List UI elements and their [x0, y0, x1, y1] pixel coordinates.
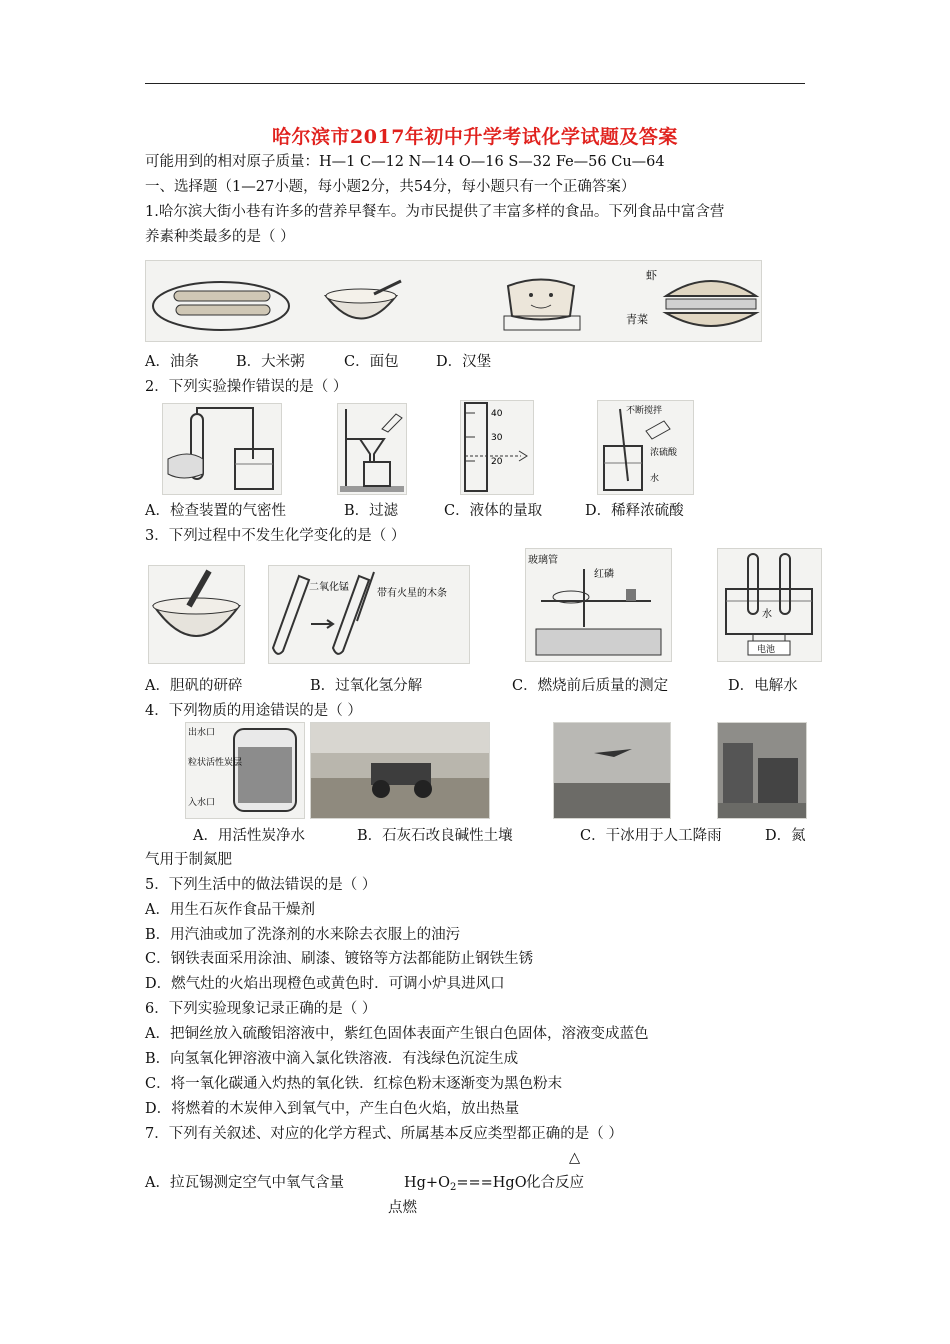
q2-label-acid: 浓硫酸: [650, 448, 678, 458]
q3-electrolysis-drawing: [718, 549, 821, 661]
q7-option-a-desc: A．拉瓦锡测定空气中氧气含量: [145, 1175, 344, 1191]
q2-option-a: A．检查装置的气密性: [145, 503, 286, 519]
q4-option-d-continued: 气用于制氮肥: [145, 852, 232, 868]
q3-fig-d: [717, 548, 822, 662]
q7-heat-symbol: △: [569, 1150, 581, 1166]
q1-option-b: B．大米粥: [236, 354, 305, 370]
q1-food-drawing: [146, 261, 761, 341]
q5-option-a: A．用生石灰作食品干燥剂: [145, 902, 315, 918]
q2-option-b: B．过滤: [344, 503, 399, 519]
q4-fig-b: [310, 722, 490, 819]
q6-option-c: C．将一氧化碳通入灼热的氧化铁．红棕色粉末逐渐变为黑色粉末: [145, 1076, 563, 1092]
q4-plane-photo: [554, 723, 670, 818]
q3-option-d: D．电解水: [728, 678, 798, 694]
q2-tick-30: 30: [491, 433, 503, 443]
q2-label-water: 水: [650, 474, 660, 484]
q7-eq-pre: Hg+O: [404, 1175, 450, 1191]
q2-dilution-drawing: [598, 401, 693, 494]
q1-label-shrimp: 虾: [646, 269, 657, 282]
q3-option-a: A．胆矾的研碎: [145, 678, 243, 694]
q6-option-b: B．向氢氧化钾溶液中滴入氯化铁溶液．有浅绿色沉淀生成: [145, 1051, 519, 1067]
q5-option-d: D．燃气灶的火焰出现橙色或黄色时．可调小炉具进风口: [145, 976, 505, 992]
q2-filtration-drawing: [338, 404, 406, 494]
q3-label-phosphorus: 红磷: [594, 569, 614, 580]
q1-option-c: C．面包: [344, 354, 399, 370]
q5-option-c: C．钢铁表面采用涂油、刷漆、镀铬等方法都能防止钢铁生锈: [145, 951, 534, 967]
q2-fig-c: [460, 400, 534, 495]
q5-option-b: B．用汽油或加了洗涤剂的水来除去衣服上的油污: [145, 927, 461, 943]
q7-ignite-label: 点燃: [388, 1200, 417, 1216]
q6-stem: 6．下列实验现象记录正确的是（ ）: [145, 1001, 377, 1017]
q3-balance-drawing: [526, 549, 671, 661]
q3-fig-c: [525, 548, 672, 662]
q3-label-tube: 玻璃管: [528, 555, 558, 566]
section-heading: 一、选择题（1—27小题，每小题2分，共54分，每小题只有一个正确答案）: [145, 179, 636, 195]
q2-airtightness-drawing: [163, 404, 281, 494]
q1-stem-line1: 1.哈尔滨大街小巷有许多的营养早餐车。为市民提供了丰富多样的食品。下列食品中富含营: [145, 204, 725, 220]
q4-fig-a: [185, 722, 305, 819]
q3-stem: 3．下列过程中不发生化学变化的是（ ）: [145, 528, 406, 544]
q7-stem: 7．下列有关叙述、对应的化学方程式、所属基本反应类型都正确的是（ ）: [145, 1126, 623, 1142]
q2-tick-20: 20: [491, 457, 503, 467]
q4-fig-d: [717, 722, 807, 819]
q4-carbon-filter-drawing: [186, 723, 304, 818]
q4-label-outlet: 出水口: [188, 728, 216, 738]
q4-tractor-photo: [311, 723, 489, 818]
atomic-masses: 可能用到的相对原子质量：H—1 C—12 N—14 O—16 S—32 Fe—56 Cu—64: [145, 154, 665, 170]
q6-option-a: A．把铜丝放入硫酸铝溶液中，紫红色固体表面产生银白色固体，溶液变成蓝色: [145, 1026, 649, 1042]
q4-option-d: D．氮: [765, 828, 806, 844]
q4-label-inlet: 入水口: [188, 798, 216, 808]
q2-fig-b: [337, 403, 407, 495]
q1-label-greens: 青菜: [626, 313, 648, 326]
q2-label-stir: 不断搅拌: [626, 406, 663, 416]
q6-option-d: D．将燃着的木炭伸入到氧气中，产生白色火焰，放出热量: [145, 1101, 520, 1117]
q2-option-c: C．液体的量取: [444, 503, 543, 519]
q1-food-figure: [145, 260, 762, 342]
q1-option-a: A．油条: [145, 354, 199, 370]
q3-option-b: B．过氧化氢分解: [310, 678, 423, 694]
q2-tick-40: 40: [491, 409, 503, 419]
top-rule: [145, 83, 805, 84]
q7-option-a-type: 化合反应: [526, 1175, 584, 1191]
q2-cylinder-drawing: [461, 401, 533, 494]
q4-factory-photo: [718, 723, 806, 818]
q3-label-mno2: 二氧化锰: [309, 582, 349, 593]
q2-option-d: D．稀释浓硫酸: [585, 503, 684, 519]
q3-mortar-drawing: [149, 566, 244, 663]
q1-option-d: D．汉堡: [436, 354, 492, 370]
q4-label-carbon: 粒状活性炭层: [188, 758, 243, 768]
q3-label-battery: 电池: [757, 645, 776, 655]
q4-option-c: C．干冰用于人工降雨: [580, 828, 722, 844]
q3-fig-b: [268, 565, 470, 664]
q2-fig-a: [162, 403, 282, 495]
q2-stem: 2．下列实验操作错误的是（ ）: [145, 379, 348, 395]
q7-eq-sub: 2: [449, 1182, 457, 1193]
q2-fig-d: [597, 400, 694, 495]
q3-peroxide-drawing: [269, 566, 469, 663]
q7-eq-post: ===HgO: [456, 1175, 527, 1191]
q4-stem: 4．下列物质的用途错误的是（ ）: [145, 703, 362, 719]
q3-option-c: C．燃烧前后质量的测定: [512, 678, 669, 694]
q4-option-a: A．用活性炭净水: [193, 828, 305, 844]
q3-label-splint: 带有火星的木条: [377, 588, 447, 599]
q7-option-a-equation: [404, 1173, 527, 1198]
q5-stem: 5．下列生活中的做法错误的是（ ）: [145, 877, 377, 893]
q4-fig-c: [553, 722, 671, 819]
page-title: 哈尔滨市2017年初中升学考试化学试题及答案: [272, 126, 678, 148]
q3-label-water: 水: [762, 609, 772, 620]
q4-option-b: B．石灰石改良碱性土壤: [357, 828, 513, 844]
q3-fig-a: [148, 565, 245, 664]
q1-stem-line2: 养素种类最多的是（ ）: [145, 229, 295, 245]
